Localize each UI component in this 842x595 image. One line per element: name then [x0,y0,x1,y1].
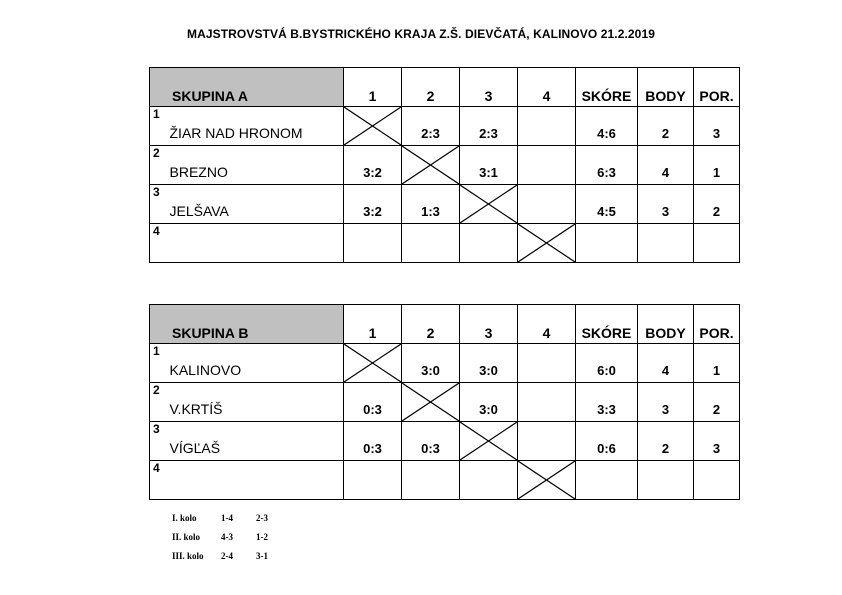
col-header: 3 [460,305,518,344]
points-cell [638,461,694,500]
rank-cell: 1 [694,146,740,185]
team-name [168,224,344,263]
score-cell: 3:3 [576,383,638,422]
rank-cell: 3 [694,422,740,461]
diagonal-cross [518,224,576,263]
diagonal-cross [402,146,460,185]
points-cell: 3 [638,383,694,422]
result-cell [460,461,518,500]
round-label: I. kolo [172,513,197,523]
round-label: II. kolo [172,532,201,542]
result-cell [402,461,460,500]
group-a-table [149,67,740,263]
schedule-row [172,509,268,528]
score-cell: 6:3 [576,146,638,185]
col-header-points: BODY [638,305,694,344]
team-number: 1 [150,344,168,383]
diagonal-cross [402,383,460,422]
col-header: 4 [518,68,576,107]
team-number: 3 [150,422,168,461]
diagonal-cross [460,422,518,461]
table-row [150,422,740,461]
group-b-table [149,304,740,500]
points-cell: 2 [638,422,694,461]
team-name: KALINOVO [168,344,344,383]
result-cell: 2:3 [402,107,460,146]
team-number: 4 [150,461,168,500]
rank-cell: 2 [694,383,740,422]
result-cell [518,146,576,185]
score-cell: 4:6 [576,107,638,146]
team-name [168,461,344,500]
table-header-row [150,305,740,344]
match-a: 1-4 [221,513,233,523]
result-cell [518,185,576,224]
cross-icon [518,224,575,262]
result-cell: 3:2 [344,185,402,224]
team-number: 2 [150,383,168,422]
table-row [150,344,740,383]
team-name: V.KRTÍŠ [168,383,344,422]
rank-cell: 1 [694,344,740,383]
team-number: 4 [150,224,168,263]
match-a: 2-4 [221,551,233,561]
points-cell: 4 [638,146,694,185]
col-header-score: SKÓRE [576,68,638,107]
points-cell: 3 [638,185,694,224]
result-cell: 0:3 [402,422,460,461]
match-a: 4-3 [221,532,233,542]
rank-cell: 3 [694,107,740,146]
team-number: 3 [150,185,168,224]
score-cell: 6:0 [576,344,638,383]
result-cell: 3:0 [460,344,518,383]
col-header: 1 [344,305,402,344]
result-cell [344,224,402,263]
rank-cell: 2 [694,185,740,224]
schedule-legend [172,509,268,566]
match-b: 2-3 [256,513,268,523]
score-cell [576,461,638,500]
score-cell: 4:5 [576,185,638,224]
table-row [150,383,740,422]
rank-cell [694,224,740,263]
table-row [150,107,740,146]
schedule-row [172,528,268,547]
result-cell: 3:0 [402,344,460,383]
table-header-row [150,68,740,107]
table-row [150,146,740,185]
result-cell: 1:3 [402,185,460,224]
col-header-score: SKÓRE [576,305,638,344]
cross-icon [344,107,401,145]
col-header: 2 [402,305,460,344]
cross-icon [402,383,459,421]
score-cell: 0:6 [576,422,638,461]
page-title: MAJSTROVSTVÁ B.BYSTRICKÉHO KRAJA Z.Š. DIEVČATÁ, KALINOVO 21.2.2019 [186,27,655,41]
points-cell: 4 [638,344,694,383]
col-header: 1 [344,68,402,107]
group-name: SKUPINA B [150,305,344,344]
result-cell: 3:1 [460,146,518,185]
result-cell [460,224,518,263]
team-name: JELŠAVA [168,185,344,224]
result-cell [518,107,576,146]
team-number: 2 [150,146,168,185]
result-cell: 3:0 [460,383,518,422]
result-cell: 0:3 [344,422,402,461]
col-header: 2 [402,68,460,107]
diagonal-cross [460,185,518,224]
team-name: ŽIAR NAD HRONOM [168,107,344,146]
result-cell: 0:3 [344,383,402,422]
result-cell [518,422,576,461]
points-cell: 2 [638,107,694,146]
result-cell [402,224,460,263]
cross-icon [344,344,401,382]
team-name: BREZNO [168,146,344,185]
cross-icon [460,422,517,460]
group-name: SKUPINA A [150,68,344,107]
diagonal-cross [344,107,402,146]
col-header-rank: POR. [694,68,740,107]
result-cell [518,344,576,383]
result-cell: 2:3 [460,107,518,146]
diagonal-cross [518,461,576,500]
team-number: 1 [150,107,168,146]
col-header: 4 [518,305,576,344]
team-name: VÍGĽAŠ [168,422,344,461]
col-header-rank: POR. [694,305,740,344]
cross-icon [402,146,459,184]
col-header-points: BODY [638,68,694,107]
schedule-row [172,547,268,566]
table-row [150,461,740,500]
round-label: III. kolo [172,551,204,561]
result-cell: 3:2 [344,146,402,185]
score-cell [576,224,638,263]
rank-cell [694,461,740,500]
match-b: 3-1 [256,551,268,561]
result-cell [518,383,576,422]
table-row [150,224,740,263]
points-cell [638,224,694,263]
cross-icon [518,461,575,499]
col-header: 3 [460,68,518,107]
cross-icon [460,185,517,223]
result-cell [344,461,402,500]
diagonal-cross [344,344,402,383]
match-b: 1-2 [256,532,268,542]
table-row [150,185,740,224]
